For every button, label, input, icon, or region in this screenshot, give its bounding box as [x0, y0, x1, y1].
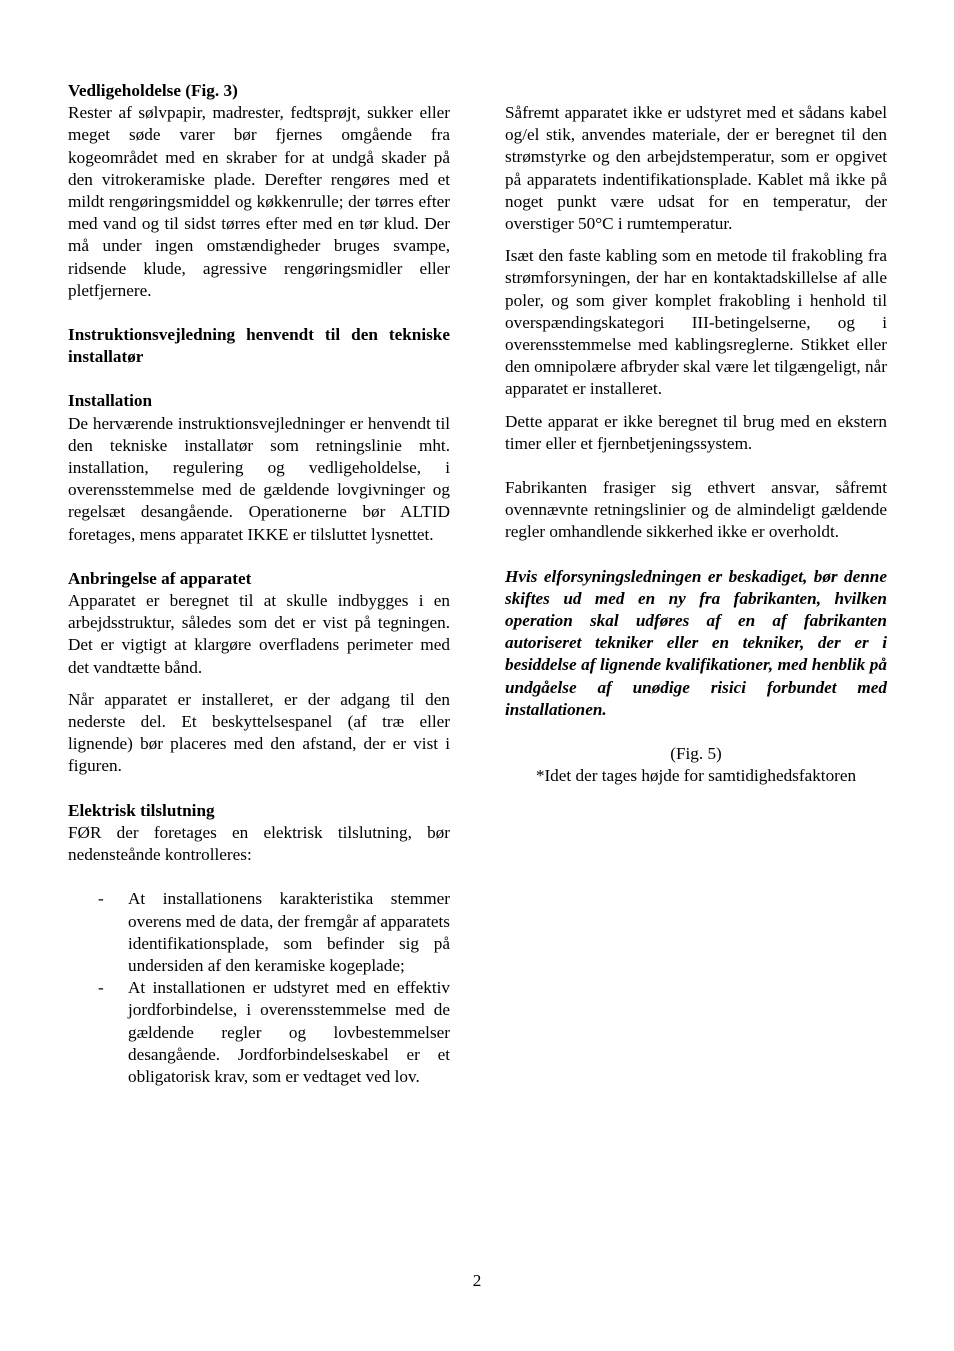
figure-caption: (Fig. 5)	[670, 744, 722, 764]
placement-body-2: Når apparatet er installeret, er der adgang til den nederste del. Et beskyttelsespanel (af træ eller lignende) bør placeres med den afstand, der er vist i figuren.	[68, 689, 450, 776]
left-column	[68, 80, 450, 1088]
list-item	[68, 888, 450, 977]
figure-note: *Idet der tages højde for samtidighedsfaktoren	[535, 766, 857, 786]
fixed-wiring-disconnect: Isæt den faste kabling som en metode til frakobling fra strømforsyningen, der har en kontaktadskillelse af alle poler, og som giver komplet frakobling i henhold til overspændingskategori III-betingelserne, og i overensstemmelse med kablingsreglerne. Stikket eller den omnipolære afbryder skal være let tilgængeligt, når apparatet er installeret.	[505, 246, 887, 399]
right-column	[505, 102, 887, 787]
dash-marker: -	[98, 889, 104, 909]
installation-heading: Installation	[68, 391, 153, 411]
liability-disclaimer: Fabrikanten frasiger sig ethvert ansvar, såfremt ovennævnte retningslinier og de almindeligt gældende regler omhandlende sikkerhed ikke er overholdt.	[505, 478, 887, 542]
placement-body-1: Apparatet er beregnet til at skulle indbygges i en arbejdsstruktur, således som det er vist på tegningen. Det er vigtigt at klargøre overfladens perimeter med det vandtætte bånd.	[68, 591, 450, 677]
list-item	[68, 977, 450, 1088]
installer-guide-heading: Instruktionsvejledning henvendt til den tekniske installatør	[68, 325, 450, 367]
cable-requirements: Såfremt apparatet ikke er udstyret med et sådans kabel og/el stik, anvendes materiale, der er beregnet til den strømstyrke og den arbejdstemperatur, som er opgivet på apparatets indentifikationsplade. Kablet må ikke på noget punkt være udsat for en temperatur, der overstiger 50°C i rumtemperatur.	[505, 103, 887, 234]
placement-heading: Anbringelse af apparatet	[68, 568, 252, 588]
electrical-heading: Elektrisk tilslutning	[68, 800, 215, 820]
timer-notice: Dette apparat er ikke beregnet til brug med en ekstern timer eller et fjernbetjeningssystem.	[505, 411, 887, 453]
installation-body: De herværende instruktionsvejledninger er henvendt til den tekniske installatør som retningslinie mht. installation, regulering og vedligeholdelse, i overensstemmelse med de gældende lovgivninger og regelsæt desangående. Operationerne bør ALTID foretages, mens apparatet IKKE er tilsluttet lysnettet.	[68, 413, 450, 544]
electrical-intro: FØR der foretages en elektrisk tilslutning, bør nedensteånde kontrolleres:	[68, 822, 450, 865]
maintenance-heading: Vedligeholdelse (Fig. 3)	[68, 81, 238, 100]
checklist-text: At installationen er udstyret med en effektiv jordforbindelse, i overensstemmelse med de gældende regler og lovbestemmelser desangående. Jordforbindelseskabel er et obligatorisk krav, som er vedtaget ved lov.	[128, 978, 450, 1086]
power-cord-warning: Hvis elforsyningsledningen er beskadiget, bør denne skiftes ud med en ny fra fabrikanten, hvilken operation skal udføres af en af fabrikanten autoriseret tekniker eller en tekniker, der er i besiddelse af lignende kvalifikationer, med henblik på undgåelse af unødige risici forbundet med installationen.	[505, 566, 887, 719]
maintenance-body: Rester af sølvpapir, madrester, fedtsprøjt, sukker eller meget søde varer bør fjernes omgående fra kogeområdet med en skraber for at undgå skader på den vitrokeramiske plade. Derefter rengøres med et mildt rengøringsmiddel og køkkenrulle; der tørres efter med vand og til sidst tørres efter med en tør klud. Der må under ingen omstændigheder bruges svampe, ridsende klude, agressive rengøringsmidler eller pletfjernere.	[68, 103, 450, 300]
electrical-checklist	[68, 888, 450, 1088]
dash-marker: -	[98, 978, 104, 998]
page-number: 2	[472, 1271, 482, 1290]
checklist-text: At installationens karakteristika stemmer overens med de data, der fremgår af apparatets identifikationsplade, som befinder sig på undersiden af den keramiske kogeplade;	[128, 889, 450, 975]
